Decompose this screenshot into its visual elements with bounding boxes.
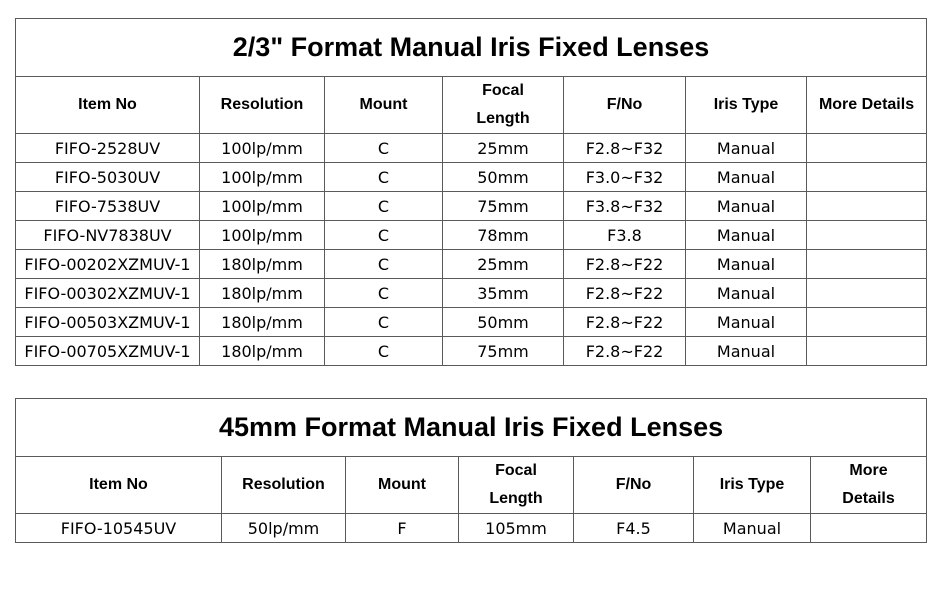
cell-resolution: 180lp/mm	[200, 337, 325, 366]
cell-iris-type: Manual	[694, 514, 811, 543]
cell-item-no: FIFO-NV7838UV	[16, 221, 200, 250]
cell-focal-length: 75mm	[443, 337, 564, 366]
cell-item-no: FIFO-5030UV	[16, 163, 200, 192]
cell-resolution: 100lp/mm	[200, 163, 325, 192]
column-header-mount: Mount	[346, 457, 459, 514]
cell-mount: C	[325, 221, 443, 250]
cell-resolution: 100lp/mm	[200, 221, 325, 250]
cell-mount: F	[346, 514, 459, 543]
cell-focal-length: 35mm	[443, 279, 564, 308]
table-row	[16, 279, 927, 308]
cell-focal-length: 50mm	[443, 163, 564, 192]
table-body	[16, 134, 927, 366]
column-header-focal-length: Focal Length	[443, 77, 564, 134]
cell-focal-length: 78mm	[443, 221, 564, 250]
cell-more-details	[807, 192, 927, 221]
table-row	[16, 134, 927, 163]
cell-more-details	[807, 308, 927, 337]
cell-item-no: FIFO-10545UV	[16, 514, 222, 543]
cell-mount: C	[325, 163, 443, 192]
cell-item-no: FIFO-00202XZMUV-1	[16, 250, 200, 279]
cell-resolution: 180lp/mm	[200, 279, 325, 308]
cell-f-no: F4.5	[574, 514, 694, 543]
column-header-more-details: More Details	[811, 457, 927, 514]
cell-mount: C	[325, 337, 443, 366]
cell-iris-type: Manual	[686, 192, 807, 221]
table-row	[16, 337, 927, 366]
cell-more-details	[807, 134, 927, 163]
cell-more-details	[807, 337, 927, 366]
table-row	[16, 308, 927, 337]
cell-f-no: F3.8~F32	[564, 192, 686, 221]
cell-more-details	[807, 279, 927, 308]
cell-more-details	[807, 221, 927, 250]
cell-f-no: F2.8~F22	[564, 279, 686, 308]
cell-focal-length: 25mm	[443, 134, 564, 163]
table-body	[16, 514, 927, 543]
cell-f-no: F3.0~F32	[564, 163, 686, 192]
cell-focal-length: 105mm	[459, 514, 574, 543]
lens-table-45mm-format	[15, 398, 927, 543]
cell-more-details	[807, 250, 927, 279]
cell-more-details	[807, 163, 927, 192]
cell-iris-type: Manual	[686, 221, 807, 250]
cell-resolution: 180lp/mm	[200, 250, 325, 279]
cell-iris-type: Manual	[686, 337, 807, 366]
cell-mount: C	[325, 134, 443, 163]
table-row	[16, 514, 927, 543]
column-header-iris-type: Iris Type	[686, 77, 807, 134]
column-header-iris-type: Iris Type	[694, 457, 811, 514]
cell-f-no: F2.8~F22	[564, 337, 686, 366]
column-header-f-no: F/No	[574, 457, 694, 514]
cell-iris-type: Manual	[686, 163, 807, 192]
cell-iris-type: Manual	[686, 134, 807, 163]
cell-iris-type: Manual	[686, 250, 807, 279]
table-title: 2/3" Format Manual Iris Fixed Lenses	[16, 19, 927, 77]
column-header-f-no: F/No	[564, 77, 686, 134]
cell-item-no: FIFO-2528UV	[16, 134, 200, 163]
cell-focal-length: 50mm	[443, 308, 564, 337]
column-header-item-no: Item No	[16, 77, 200, 134]
cell-mount: C	[325, 250, 443, 279]
cell-f-no: F2.8~F32	[564, 134, 686, 163]
table-title: 45mm Format Manual Iris Fixed Lenses	[16, 399, 927, 457]
cell-f-no: F3.8	[564, 221, 686, 250]
column-header-item-no: Item No	[16, 457, 222, 514]
column-header-more-details: More Details	[807, 77, 927, 134]
lens-table-2-3-format	[15, 18, 927, 366]
column-header-resolution: Resolution	[222, 457, 346, 514]
cell-focal-length: 25mm	[443, 250, 564, 279]
cell-resolution: 100lp/mm	[200, 192, 325, 221]
cell-focal-length: 75mm	[443, 192, 564, 221]
cell-f-no: F2.8~F22	[564, 308, 686, 337]
table-row	[16, 163, 927, 192]
table-row	[16, 221, 927, 250]
cell-item-no: FIFO-00705XZMUV-1	[16, 337, 200, 366]
cell-item-no: FIFO-00302XZMUV-1	[16, 279, 200, 308]
cell-iris-type: Manual	[686, 308, 807, 337]
cell-resolution: 50lp/mm	[222, 514, 346, 543]
cell-resolution: 180lp/mm	[200, 308, 325, 337]
column-header-mount: Mount	[325, 77, 443, 134]
header-row	[16, 77, 927, 134]
cell-resolution: 100lp/mm	[200, 134, 325, 163]
cell-mount: C	[325, 192, 443, 221]
table-row	[16, 192, 927, 221]
cell-mount: C	[325, 308, 443, 337]
table-row	[16, 250, 927, 279]
cell-mount: C	[325, 279, 443, 308]
cell-iris-type: Manual	[686, 279, 807, 308]
column-header-focal-length: Focal Length	[459, 457, 574, 514]
column-header-resolution: Resolution	[200, 77, 325, 134]
cell-f-no: F2.8~F22	[564, 250, 686, 279]
cell-item-no: FIFO-00503XZMUV-1	[16, 308, 200, 337]
header-row	[16, 457, 927, 514]
cell-item-no: FIFO-7538UV	[16, 192, 200, 221]
cell-more-details	[811, 514, 927, 543]
